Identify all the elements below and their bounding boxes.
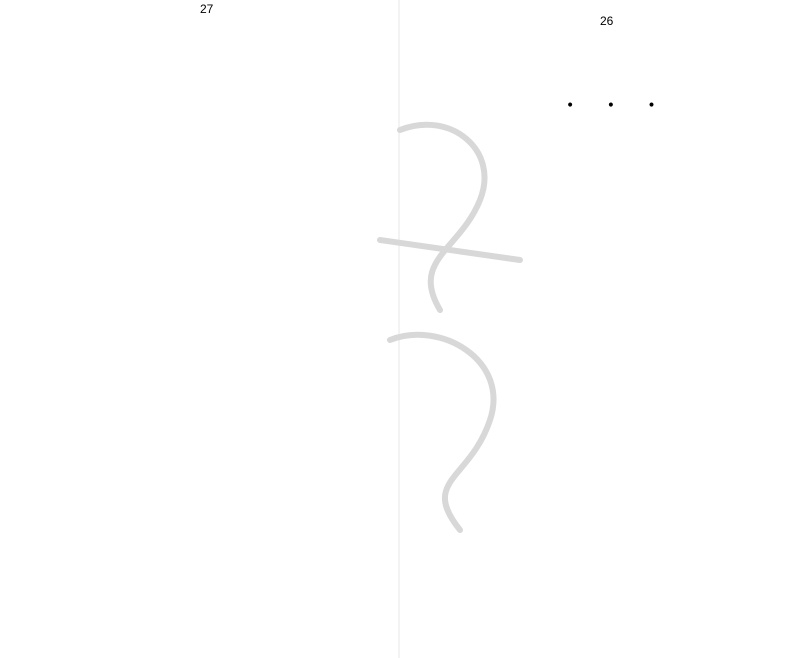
right-page-text [424, 36, 786, 650]
page-number-right: 26 [600, 14, 614, 28]
section-break-ornament: • • • [566, 98, 670, 114]
left-page-text [12, 22, 384, 650]
page-number-left: 27 [200, 2, 214, 16]
